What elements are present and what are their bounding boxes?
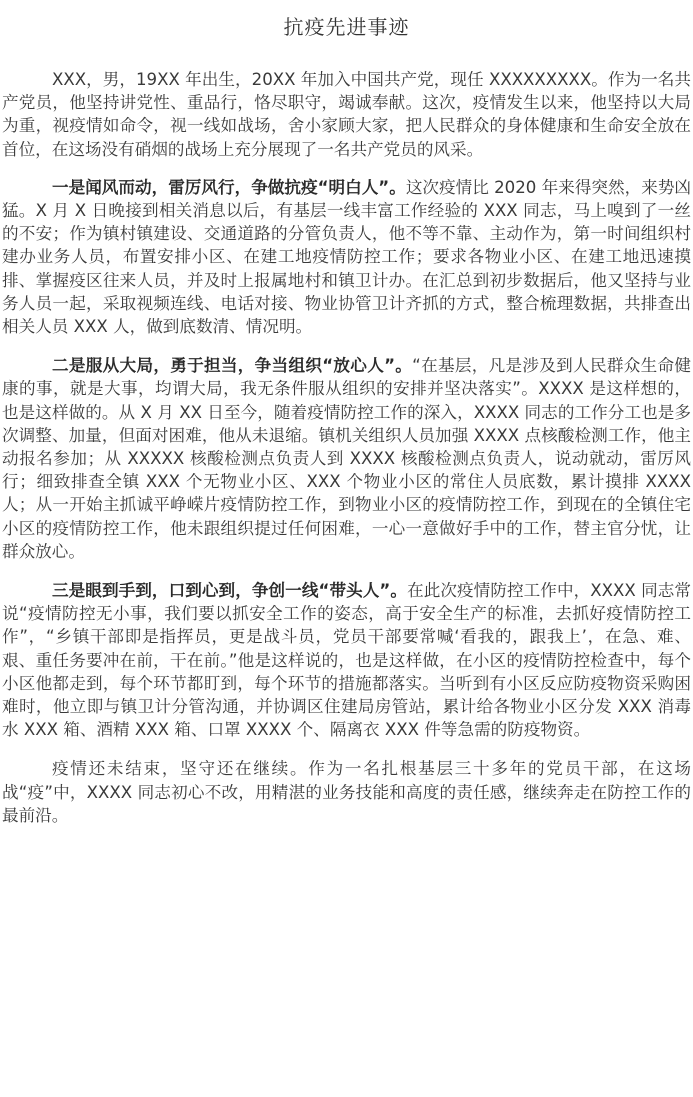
paragraph-intro-text: XXX，男，19XX 年出生，20XX 年加入中国共产党，现任 XXXXXXXXX。作为一名共产党员，他坚持讲党性、重品行，恪尽职守，竭诚奉献。这次，疫情发生以来，他坚持以大局为重，视疫情如命令，视一线如战场，舍小家顾大家，把人民群众的身体健康和生命安全放在首位，在这场没有硝烟的战场上充分展现了一名共产党员的风采。 <box>2 70 691 159</box>
paragraph-point-three-text: 在此次疫情防控工作中，XXXX 同志常说“疫情防控无小事，我们要以抓安全工作的姿态，高于安全生产的标准，去抓好疫情防控工作”，“乡镇干部即是指挥员，更是战斗员，党员干部要常喊‘看我的，跟我上’，在急、难、艰、重任务要冲在前，干在前。”他是这样说的，也是这样做，在小区的疫情防控检查中，每个小区他都走到，每个环节都盯到，每个环节的措施都落实。当听到有小区反应防疫物资采购困难时，他立即与镇卫计分管沟通，并协调区住建局房管站，累计给各物业小区分发 XXX 消毒水 XXX 箱、酒精 XXX 箱、口罩 XXXX 个、隔离衣 XXX 件等急需的防疫物资。 <box>2 581 691 740</box>
paragraph-point-three <box>2 579 691 741</box>
paragraph-point-one-heading: 一是闻风而动，雷厉风行，争做抗疫“明白人”。 <box>52 177 406 197</box>
paragraph-conclusion-text: 疫情还未结束，坚守还在继续。作为一名扎根基层三十多年的党员干部，在这场战“疫”中，XXXX 同志初心不改，用精湛的业务技能和高度的责任感，继续奔走在防控工作的最前沿。 <box>2 759 691 825</box>
paragraph-point-one <box>2 176 691 338</box>
document-title: 抗疫先进事迹 <box>283 15 410 39</box>
paragraph-point-one-text: 这次疫情比 2020 年来得突然，来势凶猛。X 月 X 日晚接到相关消息以后，有基层一线丰富工作经验的 XXX 同志，马上嗅到了一丝的不安；作为镇村镇建设、交通道路的分管负责人，他不等不靠、主动作为，第一时间组织村建办业务人员，布置安排小区、在建工地疫情防控工作；要求各物业小区、在建工地迅速摸排、掌握疫区往来人员，并及时上报属地村和镇卫计办。在汇总到初步数据后，他又坚持与业务人员一起，采取视频连线、电话对接、物业协管卫计齐抓的方式，整合梳理数据，共排查出相关人员 XXX 人，做到底数清、情况明。 <box>2 177 692 337</box>
paragraph-intro <box>2 68 691 161</box>
paragraph-point-two-heading: 二是服从大局，勇于担当，争当组织“放心人”。 <box>52 356 413 376</box>
paragraph-point-three-heading: 三是眼到手到，口到心到，争创一线“带头人”。 <box>52 581 408 601</box>
paragraph-point-two <box>2 354 691 563</box>
paragraph-conclusion <box>2 757 691 827</box>
paragraph-point-two-text: “在基层，凡是涉及到人民群众生命健康的事，就是大事，均谓大局，我无条件服从组织的安排并坚决落实”。XXXX 是这样想的，也是这样做的。从 X 月 XX 日至今，随着疫情防控工作的深入，XXXX 同志的工作分工也是多次调整、加量，但面对困难，他从未退缩。镇机关组织人员加强 XXXX 点核酸检测工作，他主动报名参加；从 XXXXX 核酸检测点负责人到 XXXX 核酸检测点负责人，说动就动，雷厉风行；细致排查全镇 XXX 个无物业小区、XXX 个物业小区的常住人员底数，累计摸排 XXXX 人；从一开始主抓诚平峥嵘片疫情防控工作，到物业小区的疫情防控工作，到现在的全镇住宅小区的疫情防控工作，他未跟组织提过任何困难，一心一意做好手中的工作，替主官分忧，让群众放心。 <box>2 356 691 561</box>
